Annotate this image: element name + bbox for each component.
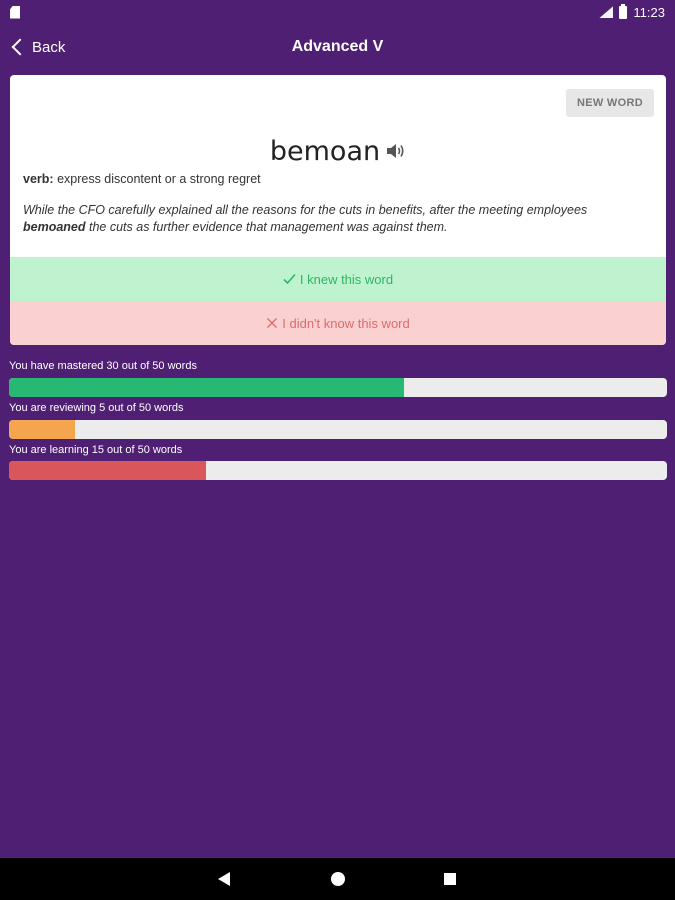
mastered-progress-fill <box>9 378 404 397</box>
didnt-know-word-button[interactable] <box>10 301 666 345</box>
nav-back-icon[interactable] <box>218 872 230 886</box>
chevron-left-icon <box>12 39 29 56</box>
word-text: bemoan <box>269 135 381 167</box>
example-before: While the CFO carefully explained all the reasons for the cuts in benefits, after the meeting employees <box>23 203 588 217</box>
example-word: bemoaned <box>23 220 86 234</box>
knew-word-button[interactable] <box>10 257 666 301</box>
example-after: the cuts as further evidence that management was against them. <box>85 220 448 234</box>
status-right <box>599 5 665 20</box>
back-button[interactable] <box>8 32 65 62</box>
battery-icon <box>619 6 627 19</box>
mastered-progress-bar <box>9 378 667 397</box>
word-row <box>10 131 666 171</box>
status-time: 11:23 <box>633 4 665 20</box>
nav-home-icon[interactable] <box>331 872 345 886</box>
system-nav-bar <box>0 858 675 900</box>
back-label: Back <box>32 38 66 56</box>
check-icon <box>283 273 296 285</box>
status-bar <box>0 0 675 24</box>
speaker-icon[interactable] <box>386 142 406 160</box>
learning-progress-fill <box>9 461 206 480</box>
knew-word-label: I knew this word <box>299 271 394 287</box>
reviewing-label: You are reviewing 5 out of 50 words <box>9 402 184 414</box>
reviewing-progress-bar <box>9 420 667 439</box>
definition <box>23 172 261 186</box>
page-title: Advanced V <box>291 38 384 55</box>
status-left <box>10 6 20 19</box>
example-sentence <box>23 202 653 236</box>
signal-icon <box>599 6 613 18</box>
new-word-button[interactable]: NEW WORD <box>566 89 654 117</box>
x-icon <box>266 317 278 329</box>
word-card <box>10 75 666 345</box>
definition-text: express discontent or a strong regret <box>57 172 261 186</box>
app-bar <box>0 24 675 70</box>
sd-card-icon <box>10 6 20 19</box>
part-of-speech: verb: <box>23 172 54 186</box>
learning-label: You are learning 15 out of 50 words <box>9 444 183 456</box>
reviewing-progress-fill <box>9 420 75 439</box>
mastered-label: You have mastered 30 out of 50 words <box>9 360 197 372</box>
learning-progress-bar <box>9 461 667 480</box>
didnt-know-word-label: I didn't know this word <box>282 315 410 331</box>
nav-recents-icon[interactable] <box>444 873 456 885</box>
